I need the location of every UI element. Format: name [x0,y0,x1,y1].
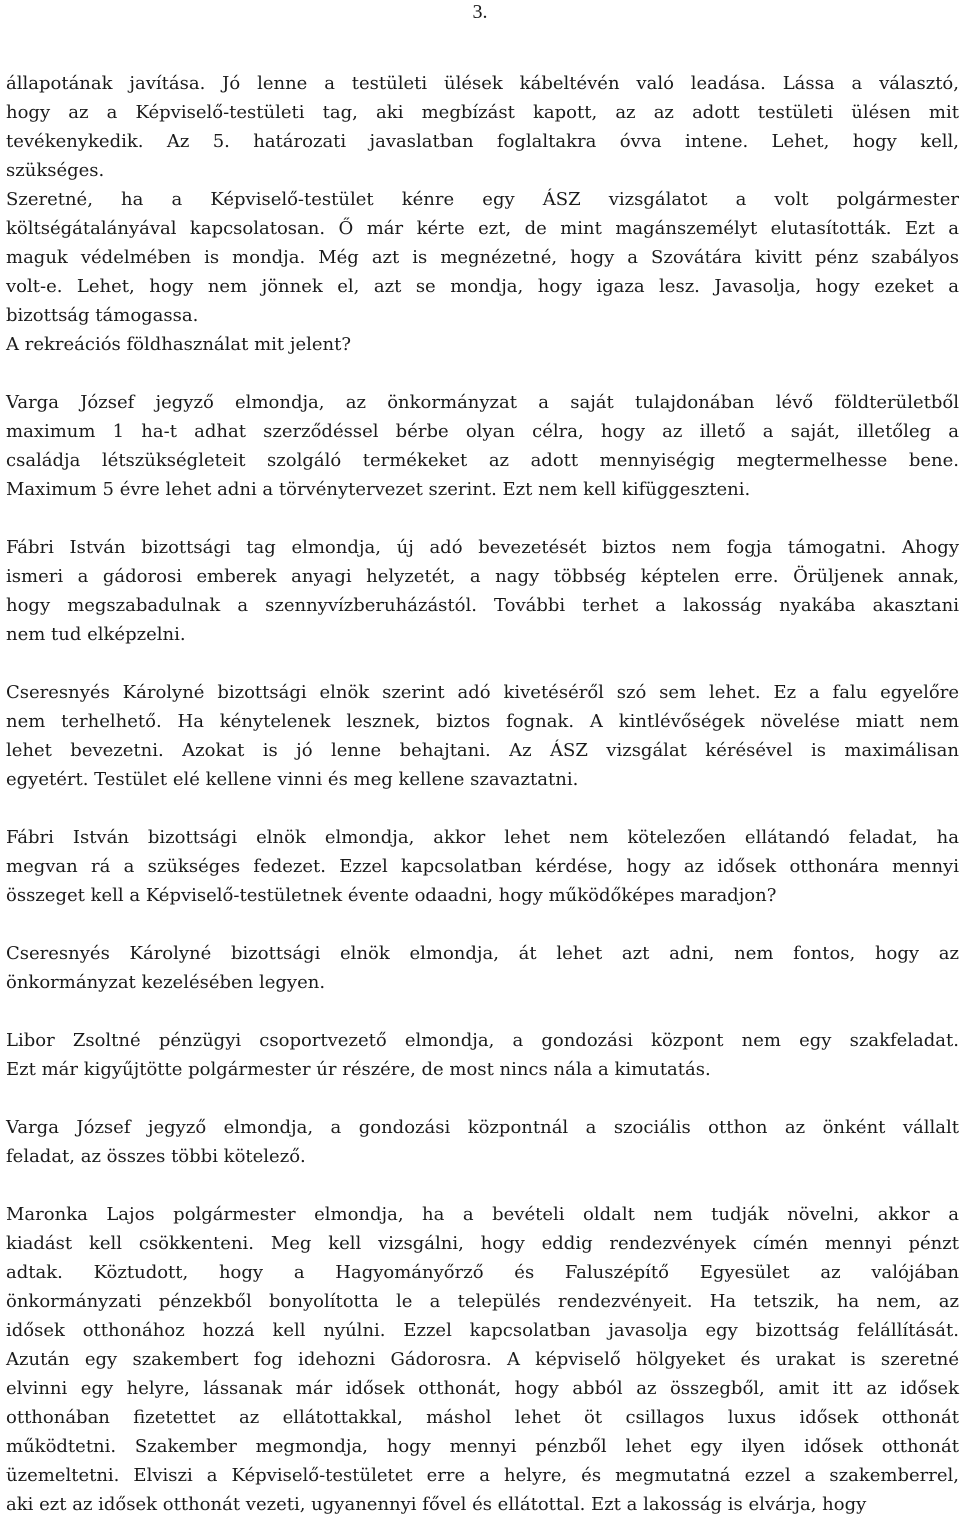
text-line: Cseresnyés Károlyné bizottsági elnök elmondja, át lehet azt adni, nem fontos, hogy az [6,943,959,964]
text-line: nem terhelhető. Ha kénytelenek lesznek, biztos fognak. A kintlévőségek növelése miatt nem [6,711,959,732]
text-line: költségátalányával kapcsolatosan. Ő már kérte ezt, de mint magánszemélyt elutasították. Ezt a [6,218,959,239]
text-line: hogy az a Képviselő-testületi tag, aki megbízást kapott, az az adott testületi ülésen mit [6,102,959,123]
text-line: Maximum 5 évre lehet adni a törvénytervezet szerint. Ezt nem kell kifüggeszteni. [6,479,751,500]
text-line: idősek otthonához hozzá kell nyúlni. Ezzel kapcsolatban javasolja egy bizottság felállítását. [6,1320,959,1341]
text-line: Ezt már kigyűjtötte polgármester úr részére, de most nincs nála a kimutatás. [6,1059,711,1080]
text-line: Maronka Lajos polgármester elmondja, ha a bevételi oldalt nem tudják növelni, akkor a [6,1204,959,1225]
text-line: feladat, az összes többi kötelező. [6,1146,306,1167]
text-line: lehet bevezetni. Azokat is jó lenne behajtani. Az ÁSZ vizsgálat kérésével is maximálisan [6,740,959,761]
text-line: Fábri István bizottsági elnök elmondja, akkor lehet nem kötelezően ellátandó feladat, ha [6,827,959,848]
text-line: üzemeltetni. Elviszi a Képviselő-testületet erre a helyre, és megmutatná ezzel a szakemberrel, [6,1465,959,1486]
text-line: hogy megszabadulnak a szennyvízberuházástól. További terhet a lakosság nyakába akasztani [6,595,959,616]
text-line: önkormányzati pénzekből bonyolította le a település rendezvényeit. Ha tetszik, ha nem, az [6,1291,959,1312]
text-line: Cseresnyés Károlyné bizottsági elnök szerint adó kivetéséről szó sem lehet. Ez a falu egyelőre [6,682,959,703]
text-line: Varga József jegyző elmondja, az önkormányzat a saját tulajdonában lévő földterületből [6,392,959,413]
paragraph [6,678,959,794]
text-line: megvan rá a szükséges fedezet. Ezzel kapcsolatban kérdése, hogy az idősek otthonára mennyi [6,856,959,877]
text-line: Azután egy szakembert fog idehozni Gádorosra. A képviselő hölgyeket és urakat is szeretné [6,1349,959,1370]
text-line: ismeri a gádorosi emberek anyagi helyzetét, a nagy többség képtelen erre. Örüljenek annak, [6,566,959,587]
text-line: szükséges. [6,160,105,181]
text-line: működtetni. Szakember megmondja, hogy mennyi pénzből lehet egy ilyen idősek otthonát [6,1436,959,1457]
paragraph [6,330,959,359]
paragraph [6,533,959,649]
text-line: bizottság támogassa. [6,305,199,326]
text-line: állapotának javítása. Jó lenne a testületi ülések kábeltévén való leadása. Lássa a választó, [6,73,959,94]
paragraph [6,1026,959,1084]
text-line: volt-e. Lehet, hogy nem jönnek el, azt se mondja, hogy igaza lesz. Javasolja, hogy ezeket a [6,276,959,297]
paragraph [6,388,959,504]
paragraph [6,1200,959,1519]
text-line: családja létszükségleteit szolgáló termékeket az adott mennyiségig megtermelhesse bene. [6,450,959,471]
text-line: egyetért. Testület elé kellene vinni és meg kellene szavaztatni. [6,769,579,790]
paragraph [6,823,959,910]
paragraph [6,939,959,997]
text-line: Varga József jegyző elmondja, a gondozási központnál a szociális otthon az önként vállalt [6,1117,959,1138]
text-line: Fábri István bizottsági tag elmondja, új adó bevezetését biztos nem fogja támogatni. Ahogy [6,537,959,558]
document-body [6,69,959,1519]
text-line: maximum 1 ha-t adhat szerződéssel bérbe olyan célra, hogy az illető a saját, illetőleg a [6,421,959,442]
text-line: tevékenykedik. Az 5. határozati javaslatban foglaltakra óvva intene. Lehet, hogy kell, [6,131,959,152]
text-line: adtak. Köztudott, hogy a Hagyományőrző és Faluszépítő Egyesület az valójában [6,1262,959,1283]
paragraph [6,185,959,330]
text-line: összeget kell a Képviselő-testületnek évente odaadni, hogy működőképes maradjon? [6,885,777,906]
text-line: Szeretné, ha a Képviselő-testület kénre egy ÁSZ vizsgálatot a volt polgármester [6,189,959,210]
text-line: maguk védelmében is mondja. Még azt is megnézetné, hogy a Szovátára kivitt pénz szabályos [6,247,959,268]
text-line: nem tud elképzelni. [6,624,186,645]
text-line: önkormányzat kezelésében legyen. [6,972,326,993]
text-line: Libor Zsoltné pénzügyi csoportvezető elmondja, a gondozási központ nem egy szakfeladat. [6,1030,959,1051]
text-line: elvinni egy helyre, lássanak már idősek otthonát, hogy abból az összegből, amit itt az idősek [6,1378,959,1399]
paragraph [6,1113,959,1171]
text-line: kiadást kell csökkenteni. Meg kell vizsgálni, hogy eddig rendezvények címén mennyi pénzt [6,1233,959,1254]
paragraph [6,69,959,185]
text-line: A rekreációs földhasználat mit jelent? [6,334,351,355]
page-number: 3. [472,1,488,23]
text-line: aki ezt az idősek otthonát vezeti, ugyanennyi fővel és ellátottal. Ezt a lakosság is elvárja, hogy [6,1494,867,1515]
text-line: otthonában fizetettet az ellátottakkal, máshol lehet öt csillagos luxus idősek otthonát [6,1407,959,1428]
